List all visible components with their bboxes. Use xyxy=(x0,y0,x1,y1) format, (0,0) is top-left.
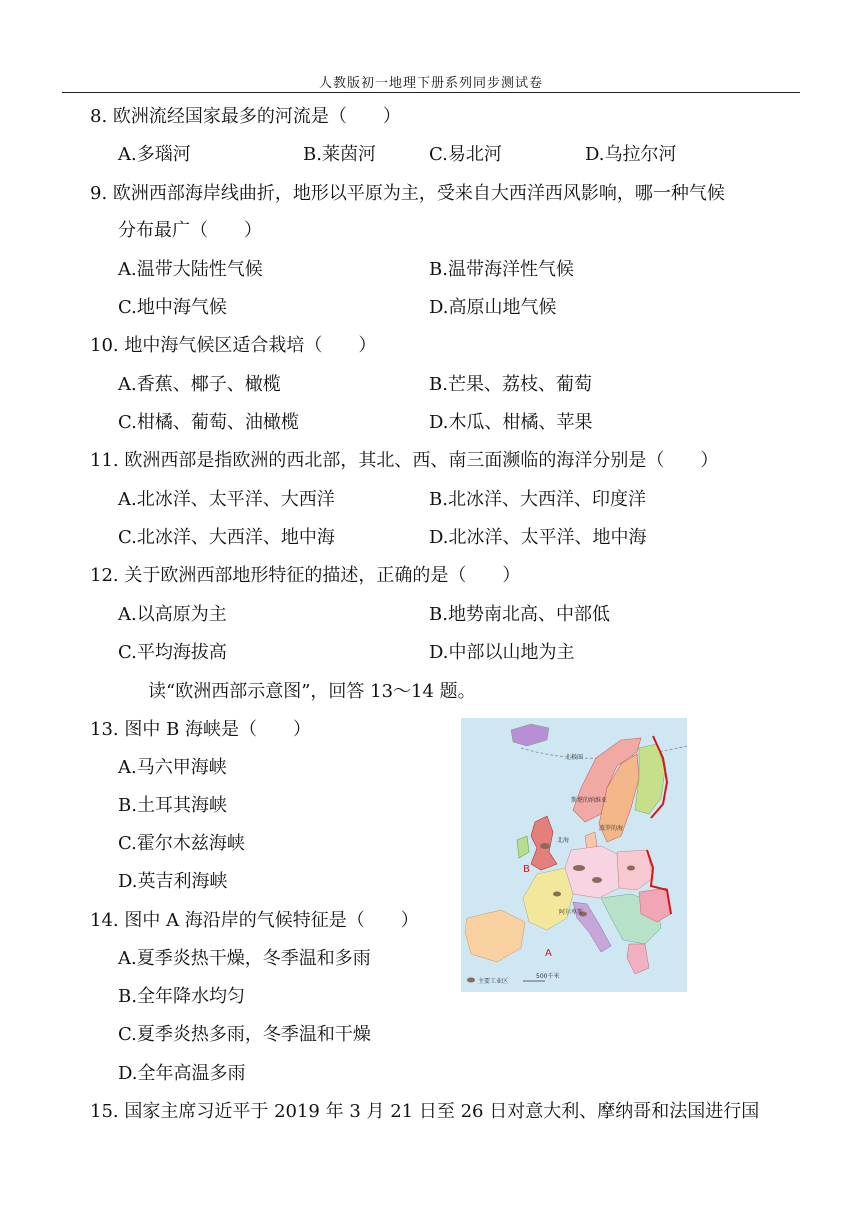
legend-industrial-symbol xyxy=(467,978,475,983)
q13-option-c: C.霍尔木兹海峡 xyxy=(118,833,245,854)
q12-option-b: B.地势南北高、中部低 xyxy=(429,604,610,625)
question-14-stem: 14. 图中 A 海沿岸的气候特征是（ ） xyxy=(90,910,419,931)
scale-label: 500千米 xyxy=(536,973,560,980)
q11-option-a: A.北冰洋、太平洋、大西洋 xyxy=(118,489,335,510)
q13-option-d: D.英吉利海峡 xyxy=(118,871,228,892)
q13-option-b: B.土耳其海峡 xyxy=(118,795,227,816)
industrial-zone xyxy=(592,877,602,883)
legend-industrial-label: 主要工业区 xyxy=(478,978,509,985)
q8-option-b: B.莱茵河 xyxy=(303,144,376,165)
q14-option-d: D.全年高温多雨 xyxy=(118,1063,246,1084)
alps-label: 阿尔卑斯 xyxy=(559,909,584,916)
q14-option-c: C.夏季炎热多雨，冬季温和干燥 xyxy=(118,1024,371,1045)
industrial-zone xyxy=(553,892,561,897)
q10-option-c: C.柑橘、葡萄、油橄榄 xyxy=(118,412,299,433)
q10-option-a: A.香蕉、椰子、橄榄 xyxy=(118,374,281,395)
question-9-stem-line1: 9. 欧洲西部海岸线曲折，地形以平原为主，受来自大西洋西风影响，哪一种气候 xyxy=(90,183,725,204)
q8-option-a: A.多瑙河 xyxy=(118,144,191,165)
header-rule xyxy=(62,92,800,93)
map-intro: 读“欧洲西部示意图”，回答 13～14 题。 xyxy=(148,681,476,702)
q8-option-c: C.易北河 xyxy=(429,144,502,165)
industrial-zone xyxy=(573,865,585,871)
baltic-sea-label: 波罗的海 xyxy=(599,825,624,832)
question-8-stem: 8. 欧洲流经国家最多的河流是（ ） xyxy=(90,106,401,127)
industrial-zone xyxy=(627,866,635,871)
arctic-circle-label: 北极圈 xyxy=(565,754,584,761)
page-header: 人教版初一地理下册系列同步测试卷 xyxy=(318,76,543,91)
strait-b-label: B xyxy=(523,864,530,875)
q9-option-d: D.高原山地气候 xyxy=(429,297,557,318)
central-europe xyxy=(565,846,619,898)
q11-option-c: C.北冰洋、大西洋、地中海 xyxy=(118,527,335,548)
question-11-stem: 11. 欧洲西部是指欧洲的西北部，其北、西、南三面濒临的海洋分别是（ ） xyxy=(90,450,719,471)
q12-option-d: D.中部以山地为主 xyxy=(429,642,575,663)
q14-option-b: B.全年降水均匀 xyxy=(118,986,245,1007)
western-europe-map xyxy=(461,718,687,992)
q9-option-b: B.温带海洋性气候 xyxy=(429,259,574,280)
question-9-stem-line2: 分布最广（ ） xyxy=(118,220,262,241)
sea-a-label: A xyxy=(545,948,552,959)
scandinavia-label: 斯堪的纳维亚 xyxy=(571,797,608,804)
q13-option-a: A.马六甲海峡 xyxy=(118,757,227,778)
q10-option-d: D.木瓜、柑橘、苹果 xyxy=(429,412,593,433)
question-13-stem: 13. 图中 B 海峡是（ ） xyxy=(90,719,312,740)
q11-option-d: D.北冰洋、太平洋、地中海 xyxy=(429,527,647,548)
question-15-stem: 15. 国家主席习近平于 2019 年 3 月 21 日至 26 日对意大利、摩纳哥和法国进行国 xyxy=(90,1101,760,1122)
q12-option-a: A.以高原为主 xyxy=(118,604,227,625)
question-10-stem: 10. 地中海气候区适合栽培（ ） xyxy=(90,335,377,356)
q12-option-c: C.平均海拔高 xyxy=(118,642,227,663)
q9-option-c: C.地中海气候 xyxy=(118,297,227,318)
q11-option-b: B.北冰洋、大西洋、印度洋 xyxy=(429,489,646,510)
q8-option-d: D.乌拉尔河 xyxy=(585,144,677,165)
q9-option-a: A.温带大陆性气候 xyxy=(118,259,263,280)
q14-option-a: A.夏季炎热干燥，冬季温和多雨 xyxy=(118,948,371,969)
north-sea-label: 北海 xyxy=(557,837,570,844)
question-12-stem: 12. 关于欧洲西部地形特征的描述，正确的是（ ） xyxy=(90,565,521,586)
industrial-zone xyxy=(540,843,550,849)
q10-option-b: B.芒果、荔枝、葡萄 xyxy=(429,374,592,395)
